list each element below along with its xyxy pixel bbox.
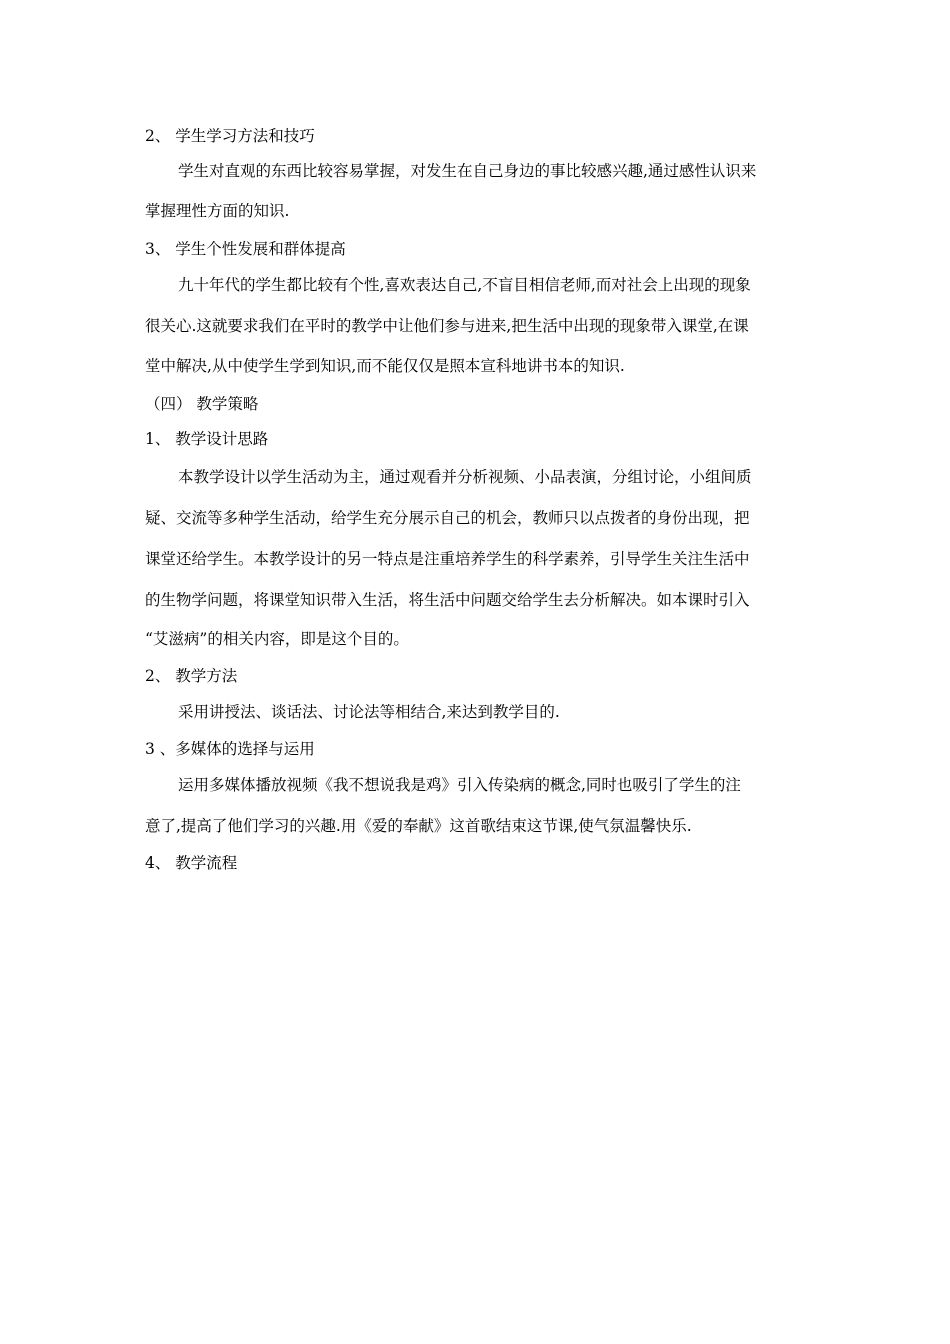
heading-multimedia: 3 、多媒体的选择与运用 [145, 740, 315, 758]
heading-learning-methods: 2、 学生学习方法和技巧 [145, 127, 315, 145]
paragraph-line: 很关心.这就要求我们在平时的教学中让他们参与进来,把生活中出现的现象带入课堂,在课 [145, 317, 749, 335]
paragraph-line: 课堂还给学生。本教学设计的另一特点是注重培养学生的科学素养，引导学生关注生活中 [145, 550, 750, 568]
heading-teaching-methods: 2、 教学方法 [145, 667, 238, 685]
paragraph-line: 学生对直观的东西比较容易掌握，对发生在自己身边的事比较感兴趣,通过感性认识来 [178, 162, 757, 180]
heading-personality-development: 3、 学生个性发展和群体提高 [145, 240, 346, 258]
paragraph-line: “艾滋病”的相关内容，即是这个目的。 [145, 630, 409, 648]
heading-design-idea: 1、 教学设计思路 [145, 430, 269, 448]
paragraph-line: 的生物学问题，将课堂知识带入生活，将生活中问题交给学生去分析解决。如本课时引入 [145, 591, 750, 609]
paragraph-line: 本教学设计以学生活动为主，通过观看并分析视频、小品表演，分组讨论，小组间质 [178, 468, 752, 486]
paragraph-line: 堂中解决,从中使学生学到知识,而不能仅仅是照本宣科地讲书本的知识. [145, 357, 625, 375]
paragraph-line: 九十年代的学生都比较有个性,喜欢表达自己,不盲目相信老师,而对社会上出现的现象 [178, 276, 751, 294]
paragraph-line: 掌握理性方面的知识. [145, 202, 290, 220]
paragraph-line: 疑、交流等多种学生活动，给学生充分展示自己的机会，教师只以点拨者的身份出现，把 [145, 509, 750, 527]
heading-teaching-flow: 4、 教学流程 [145, 854, 238, 872]
paragraph-line: 运用多媒体播放视频《我不想说我是鸡》引入传染病的概念,同时也吸引了学生的注 [178, 776, 741, 794]
paragraph-line: 意了,提高了他们学习的兴趣.用《爱的奉献》这首歌结束这节课,使气氛温馨快乐. [145, 817, 692, 835]
paragraph-line: 采用讲授法、谈话法、讨论法等相结合,来达到教学目的. [178, 703, 560, 721]
section-heading-teaching-strategy: （四） 教学策略 [145, 395, 259, 413]
